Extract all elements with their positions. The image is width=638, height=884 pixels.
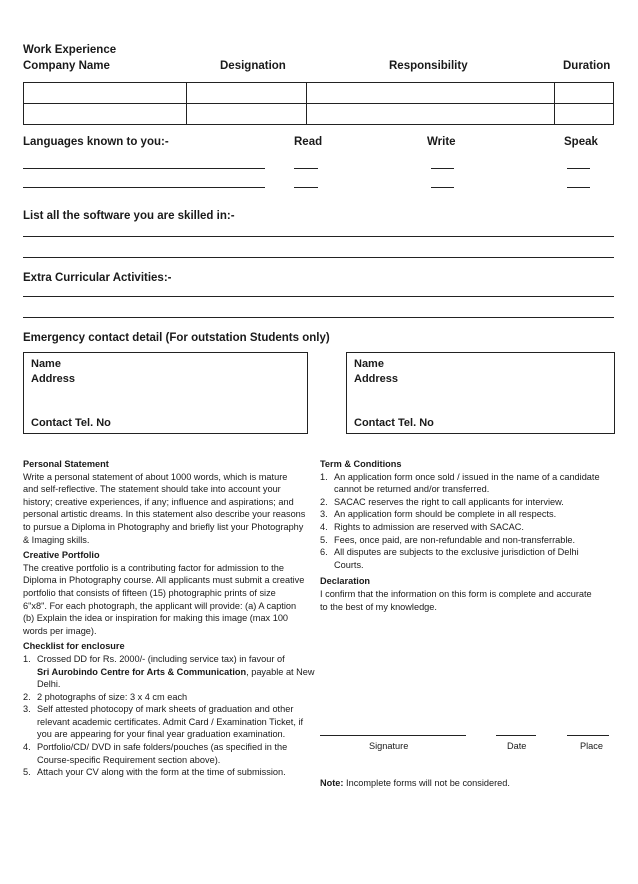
list-item: 6. All disputes are subjects to the exclusive jurisdiction of Delhi Courts. — [320, 547, 579, 570]
place-label: Place — [580, 741, 603, 751]
place-line[interactable] — [567, 735, 609, 736]
table-row — [24, 83, 614, 104]
languages-label: Languages known to you:- — [23, 136, 169, 148]
date-label: Date — [507, 741, 527, 751]
list-item: 3. Self attested photocopy of mark sheets of graduation and other relevant academic certificates. Admit Card / Examination Ticket, if you are appearing for your final year graduation examination. — [23, 704, 304, 740]
header-company-name: Company Name — [23, 60, 110, 72]
left-column — [23, 458, 315, 779]
extra-line-1[interactable] — [23, 296, 614, 297]
list-item: 3. An application form should be complete in all respects. — [320, 509, 557, 520]
write-line-1[interactable] — [431, 168, 454, 169]
address-label: Address — [31, 373, 76, 385]
read-line-2[interactable] — [294, 187, 318, 188]
list-item: 2. SACAC reserves the right to call applicants for interview. — [320, 496, 564, 507]
ps-line: Write a personal statement of about 1000 words, which is mature — [23, 471, 288, 482]
creative-portfolio-title: Creative Portfolio — [23, 550, 100, 561]
company-cell[interactable] — [24, 83, 187, 104]
cp-line: portfolio that consists of fifteen (15) photographic prints of size — [23, 587, 276, 598]
cp-line: The creative portfolio is a contributing factor for admission to the — [23, 562, 284, 573]
write-line-2[interactable] — [431, 187, 454, 188]
contact-tel-label: Contact Tel. No — [354, 417, 434, 429]
designation-cell[interactable] — [187, 83, 307, 104]
work-experience-table — [23, 82, 614, 125]
cp-line: 6"x8". For each photograph, the applicant will provide: (a) A caption — [23, 600, 297, 611]
software-line-2[interactable] — [23, 257, 614, 258]
ps-line: personal artistic dreams. In this statement also describe your reasons — [23, 509, 306, 520]
right-column — [320, 458, 616, 613]
designation-cell[interactable] — [187, 104, 307, 125]
date-line[interactable] — [496, 735, 536, 736]
name-label: Name — [354, 358, 384, 370]
checklist-list — [23, 653, 315, 779]
note-text: Incomplete forms will not be considered. — [343, 778, 510, 788]
declaration-line: I confirm that the information on this form is complete and accurate — [320, 588, 592, 599]
list-item: 2. 2 photographs of size: 3 x 4 cm each — [23, 691, 188, 702]
work-experience-title: Work Experience — [23, 44, 117, 56]
list-item: 1. An application form once sold / issued in the name of a candidate cannot be returned and/or transferred. — [320, 471, 600, 495]
language-line-1[interactable] — [23, 168, 265, 169]
write-label: Write — [427, 136, 456, 148]
list-item: 4. Portfolio/CD/ DVD in safe folders/pouches (as specified in the Course-specific Requirement section above). — [23, 742, 288, 765]
terms-title: Term & Conditions — [320, 459, 402, 469]
declaration-title: Declaration — [320, 576, 371, 587]
ps-line: and self-reflective. The statement should take into account your — [23, 484, 281, 495]
read-line-1[interactable] — [294, 168, 318, 169]
read-label: Read — [294, 136, 323, 148]
emergency-contact-box-2[interactable] — [346, 352, 615, 434]
duration-cell[interactable] — [555, 104, 614, 125]
ps-line: to pursue a Diploma in Photography and briefly list your Photography — [23, 521, 304, 532]
list-item: 4. Rights to admission are reserved with SACAC. — [320, 521, 524, 532]
header-duration: Duration — [563, 60, 611, 72]
speak-line-1[interactable] — [567, 168, 590, 169]
header-responsibility: Responsibility — [389, 60, 468, 72]
language-line-2[interactable] — [23, 187, 265, 188]
software-label: List all the software you are skilled in:- — [23, 210, 235, 222]
table-row — [24, 104, 614, 125]
personal-statement-title: Personal Statement — [23, 459, 109, 469]
software-line-1[interactable] — [23, 236, 614, 237]
speak-line-2[interactable] — [567, 187, 590, 188]
contact-tel-label: Contact Tel. No — [31, 417, 111, 429]
emergency-contact-box-1[interactable] — [23, 352, 308, 434]
ps-line: & Imaging skills. — [23, 534, 90, 545]
ps-line: history; creative experiences, if any; influence and aspirations; and — [23, 496, 294, 507]
header-designation: Designation — [220, 60, 286, 72]
company-cell[interactable] — [24, 104, 187, 125]
list-item: 5. Attach your CV along with the form at the time of submission. — [23, 767, 286, 778]
note — [320, 777, 510, 790]
address-label: Address — [354, 373, 399, 385]
extra-curricular-label: Extra Curricular Activities:- — [23, 272, 172, 284]
list-item: 1. Crossed DD for Rs. 2000/- (including service tax) in favour of Sri Aurobindo Centre for Arts & Communication, payable at New Delhi. — [23, 653, 315, 690]
terms-list — [320, 471, 616, 572]
name-label: Name — [31, 358, 61, 370]
duration-cell[interactable] — [555, 83, 614, 104]
emergency-label: Emergency contact detail (For outstation Students only) — [23, 332, 330, 344]
signature-line[interactable] — [320, 735, 466, 736]
signature-label: Signature — [369, 741, 409, 751]
checklist-title: Checklist for enclosure — [23, 641, 125, 652]
cp-line: Diploma in Photography course. All applicants must submit a creative — [23, 575, 305, 586]
speak-label: Speak — [564, 136, 598, 148]
cp-line: (b) Explain the idea or inspiration for making this image (max 100 — [23, 613, 289, 624]
declaration-line: to the best of my knowledge. — [320, 601, 437, 612]
responsibility-cell[interactable] — [307, 104, 555, 125]
extra-line-2[interactable] — [23, 317, 614, 318]
list-item: 5. Fees, once paid, are non-refundable and non-transferrable. — [320, 534, 576, 545]
cp-line: words per image). — [23, 625, 97, 636]
responsibility-cell[interactable] — [307, 83, 555, 104]
note-label: Note: — [320, 778, 344, 788]
